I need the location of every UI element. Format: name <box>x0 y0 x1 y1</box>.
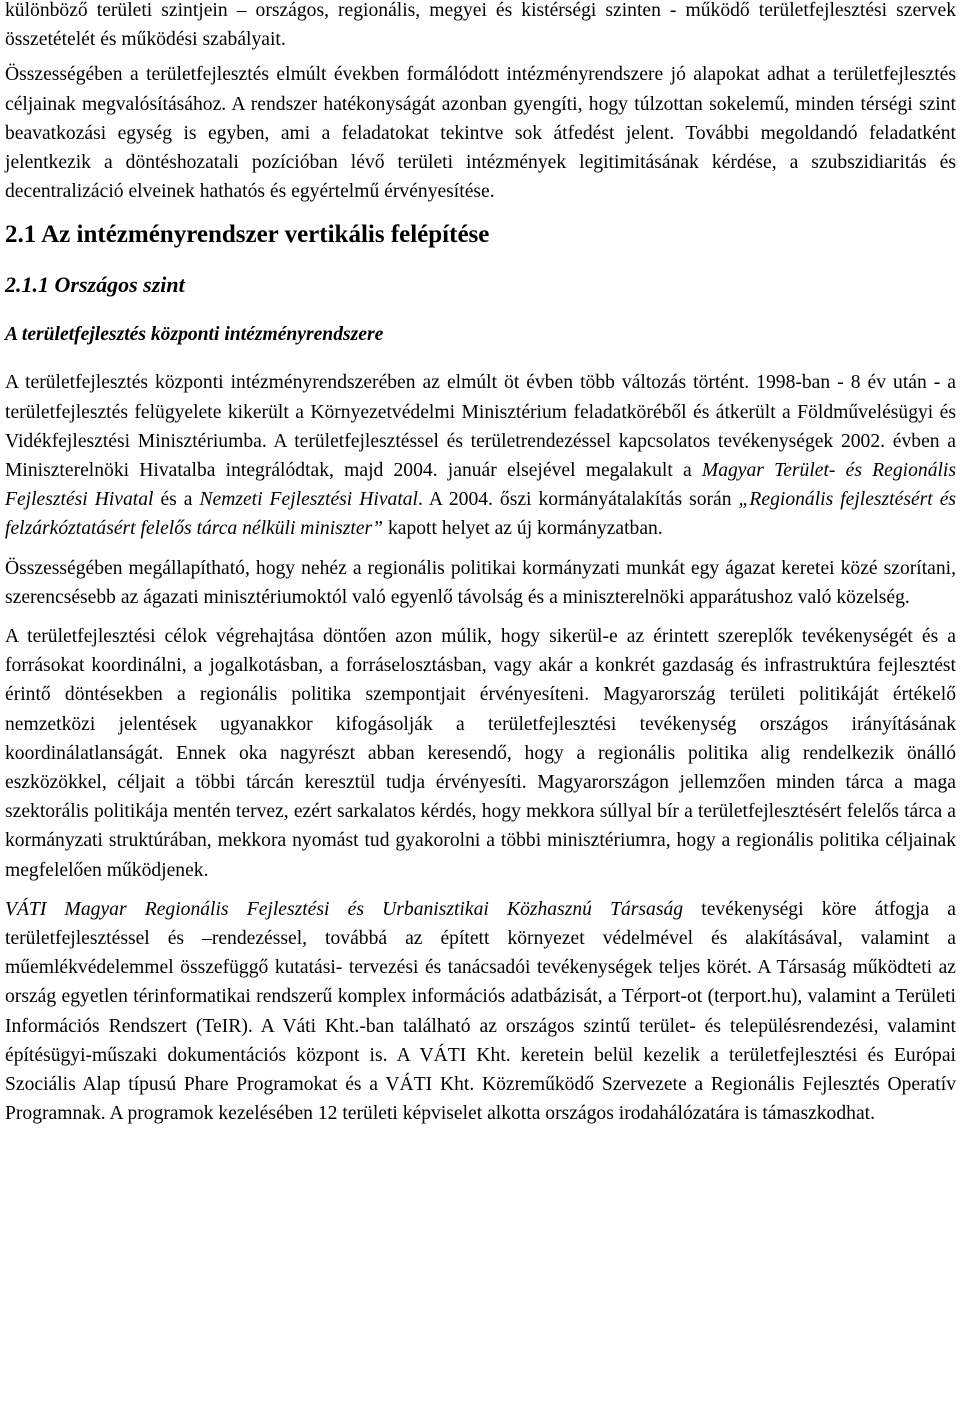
italic-agency-name: Magyar Terület- és Regionális Fejlesztési Hivatal <box>5 460 957 511</box>
text-run: tevékenységi köre átfogja a területfejlesztéssel és –rendezéssel, továbbá az épített környezet védelmével és alakításával, valamint a műemlékvédelemmel összefüggő kutatási- tervezési és tanácsadói tevékenységek teljes körét. A Társaság működteti az ország egyetlen térinformatikai rendszerű komplex információs adatbázisát, a Térport-ot (terport.hu), valamint a Területi Információs Rendszert (TeIR). A Váti Kht.-ban található az országos szintű terület- és településrendezési, valamint építésügyi-műszaki dokumentációs központ is. A VÁTI Kht. keretein belül kezelik a területfejlesztési és Európai Szociális Alap típusú Phare Programokat és a VÁTI Kht. Közreműködő Szervezete a Regionális Fejlesztés Operatív Programnak. A programok kezelésében 12 területi képviselet alkotta országos irodahálózatára is támaszkodhat. <box>5 898 956 1125</box>
paragraph-conclusion: Összességében megállapítható, hogy nehéz a regionális politikai kormányzati munkát egy ágazat keretei közé szorítani, szerencsésebb az ágazati minisztériumoktól való egyenlő távolság és a miniszterelnöki apparátushoz való közelség. <box>5 557 956 608</box>
text-run: . A 2004. őszi kormányátalakítás során <box>418 489 739 511</box>
italic-agency-name: Nemzeti Fejlesztési Hivatal <box>199 489 419 511</box>
text-run: kapott helyet az új kormányzatban. <box>383 518 663 540</box>
paragraph-vati <box>5 895 956 1129</box>
subsubsection-heading: A területfejlesztés központi intézményrendszere <box>5 324 384 346</box>
paragraph-coordination: A területfejlesztési célok végrehajtása döntően azon múlik, hogy sikerül-e az érintett szereplők tevékenységét és a forrásokat koordinálni, a jogalkotásban, a forráselosztásban, vagy akár a konkrét gazdaság és infrastruktúra fejlesztést érintő döntésekben a regionális politika szempontjait érvényesíteni. Magyarország területi politikáját értékelő nemzetközi jelentések ugyanakkor kifogásolják a területfejlesztési tevékenység országos irányításának koordinálatlanságát. Ennek oka nagyrészt abban keresendő, hogy a regionális politika alig rendelkezik önálló eszközökkel, céljait a többi tárcán keresztül tudja érvényesíti. Magyarországon jellemzően minden tárca a maga szektorális politikája mentén tervez, ezért sarkalatos kérdés, hogy mekkora súllyal bír a területfejlesztésért felelős tárca a kormányzati struktúrában, mekkora nyomást tud gyakorolni a többi minisztériumra, hogy a regionális politika céljainak megfelelően működjenek. <box>5 626 956 881</box>
paragraph-intro-continuation: különböző területi szintjein – országos, regionális, megyei és kistérségi szinten - működő területfejlesztési szervek összetételét és működési szabályait. <box>5 0 956 51</box>
section-heading: 2.1 Az intézményrendszer vertikális felépítése <box>5 221 490 249</box>
paragraph-summary: Összességében a területfejlesztés elmúlt években formálódott intézményrendszere jó alapokat adhat a területfejlesztés céljainak megvalósításához. A rendszer hatékonyságát azonban gyengíti, hogy túlzottan sokelemű, minden térségi szint beavatkozási egység is egyben, ami a feladatokat tekintve sok átfedést jelent. További megoldandó feladatként jelentkezik a döntéshozatali pozícióban lévő területi intézmények legitimitásának kérdése, a szubszidiaritás és decentralizáció elveinek hathatós és egyértelmű érvényesítése. <box>5 64 956 203</box>
italic-minister-title: „Regionális fejlesztésért és felzárkóztatásért felelős tárca nélküli miniszter” <box>5 489 957 540</box>
text-run: A területfejlesztés központi intézményrendszerében az elmúlt öt évben több változás történt. 1998-ban - 8 év után - a területfejlesztés felügyelete kikerült a Környezetvédelmi Minisztérium feladatköréből és átkerült a Földművelésügyi és Vidékfejlesztési Minisztériumba. A területfejlesztéssel és területrendezéssel kapcsolatos tevékenységek 2002. évben a Miniszterelnöki Hivatalba integrálódtak, majd 2004. január elsejével megalakult a <box>5 372 956 482</box>
text-run: és a <box>153 489 200 511</box>
paragraph-central-institutions <box>5 368 956 543</box>
subsection-heading: 2.1.1 Országos szint <box>5 272 185 298</box>
italic-organization-name: VÁTI Magyar Regionális Fejlesztési és Urbanisztikai Közhasznú Társaság <box>5 898 684 920</box>
